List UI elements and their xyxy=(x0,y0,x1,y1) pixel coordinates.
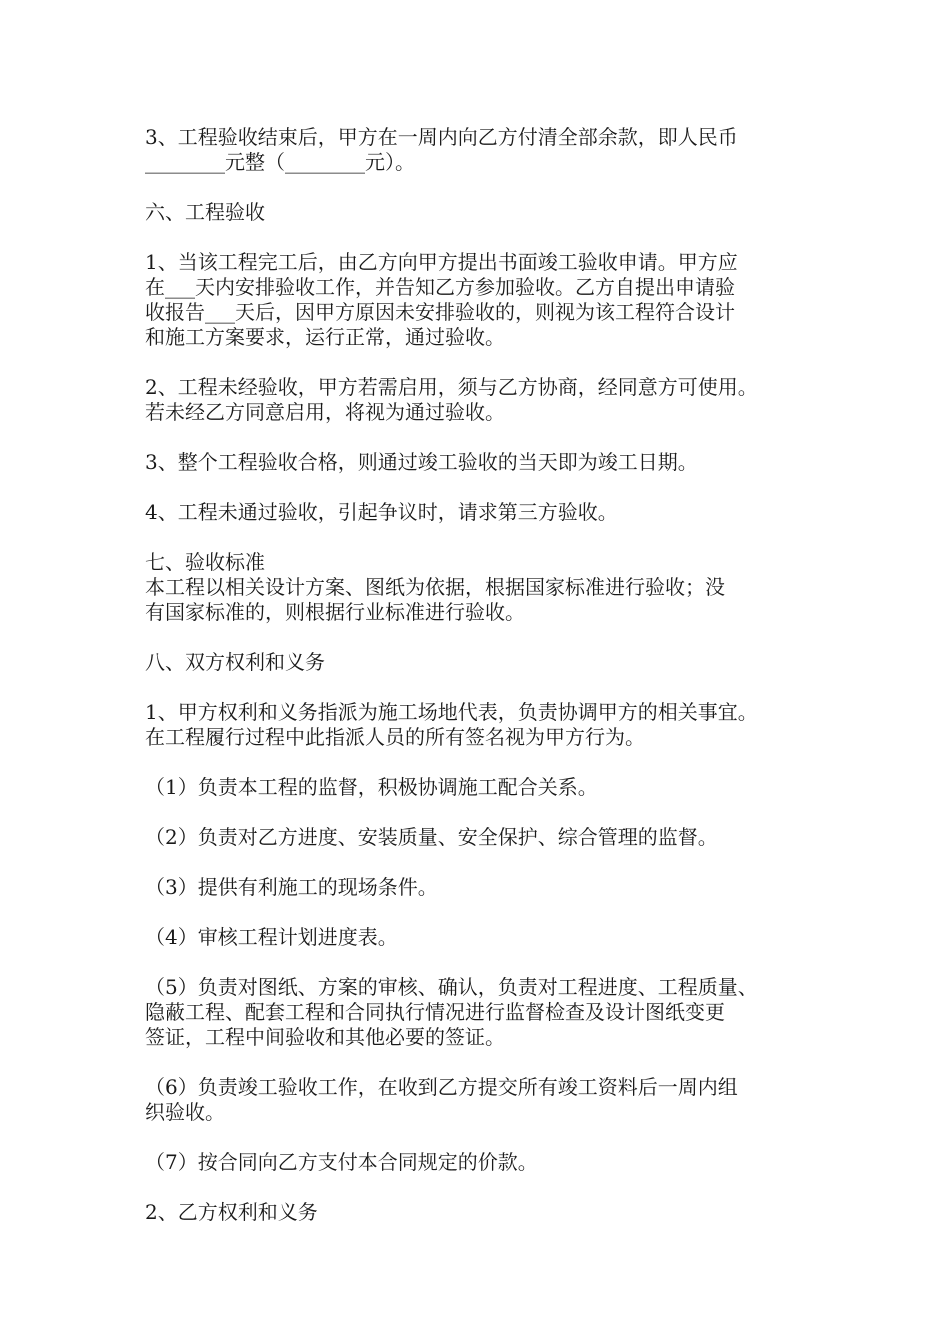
text-line: 织验收。 xyxy=(145,1100,225,1124)
text-line: 1、甲方权利和义务指派为施工场地代表，负责协调甲方的相关事宜。 xyxy=(145,700,758,724)
paragraph xyxy=(145,975,825,1050)
text-line: 有国家标准的，则根据行业标准进行验收。 xyxy=(145,600,525,624)
paragraph xyxy=(145,550,825,575)
paragraph xyxy=(145,250,825,350)
text-line: （7）按合同向乙方支付本合同规定的价款。 xyxy=(145,1150,538,1174)
paragraph xyxy=(145,925,825,950)
paragraph xyxy=(145,1200,825,1225)
text-line: 1、当该工程完工后，由乙方向甲方提出书面竣工验收申请。甲方应 xyxy=(145,250,738,274)
paragraph xyxy=(145,1075,825,1125)
text-line: 3、工程验收结束后，甲方在一周内向乙方付清全部余款，即人民币 xyxy=(145,125,738,149)
paragraph xyxy=(145,875,825,900)
text-line: （1）负责本工程的监督，积极协调施工配合关系。 xyxy=(145,775,598,799)
text-line: （4）审核工程计划进度表。 xyxy=(145,925,398,949)
text-line: 2、乙方权利和义务 xyxy=(145,1200,318,1224)
paragraph xyxy=(145,375,825,425)
text-line: 在工程履行过程中此指派人员的所有签名视为甲方行为。 xyxy=(145,725,645,749)
text-line: 签证，工程中间验收和其他必要的签证。 xyxy=(145,1025,505,1049)
text-line: 4、工程未通过验收，引起争议时，请求第三方验收。 xyxy=(145,500,618,524)
text-line: 若未经乙方同意启用，将视为通过验收。 xyxy=(145,400,505,424)
text-line: （2）负责对乙方进度、安装质量、安全保护、综合管理的监督。 xyxy=(145,825,718,849)
paragraph xyxy=(145,775,825,800)
text-line: 本工程以相关设计方案、图纸为依据，根据国家标准进行验收；没 xyxy=(145,575,725,599)
paragraph xyxy=(145,450,825,475)
paragraph xyxy=(145,650,825,675)
text-line: 隐蔽工程、配套工程和合同执行情况进行监督检查及设计图纸变更 xyxy=(145,1000,725,1024)
paragraph xyxy=(145,700,825,750)
text-line: 收报告___天后，因甲方原因未安排验收的，则视为该工程符合设计 xyxy=(145,300,735,324)
paragraph xyxy=(145,200,825,225)
paragraph xyxy=(145,500,825,525)
text-line: ________元整（________元）。 xyxy=(145,150,415,174)
text-line: （3）提供有利施工的现场条件。 xyxy=(145,875,438,899)
text-line: 3、整个工程验收合格，则通过竣工验收的当天即为竣工日期。 xyxy=(145,450,698,474)
paragraph xyxy=(145,825,825,850)
paragraph xyxy=(145,125,825,175)
text-line: 2、工程未经验收，甲方若需启用，须与乙方协商，经同意方可使用。 xyxy=(145,375,758,399)
paragraph xyxy=(145,575,825,625)
text-line: 六、工程验收 xyxy=(145,200,265,224)
text-line: （5）负责对图纸、方案的审核、确认，负责对工程进度、工程质量、 xyxy=(145,975,758,999)
document-page xyxy=(145,125,825,1250)
text-line: 在___天内安排验收工作，并告知乙方参加验收。乙方自提出申请验 xyxy=(145,275,735,299)
text-line: （6）负责竣工验收工作，在收到乙方提交所有竣工资料后一周内组 xyxy=(145,1075,738,1099)
paragraph xyxy=(145,1150,825,1175)
text-line: 八、双方权利和义务 xyxy=(145,650,325,674)
text-line: 七、验收标准 xyxy=(145,550,265,574)
text-line: 和施工方案要求，运行正常，通过验收。 xyxy=(145,325,505,349)
